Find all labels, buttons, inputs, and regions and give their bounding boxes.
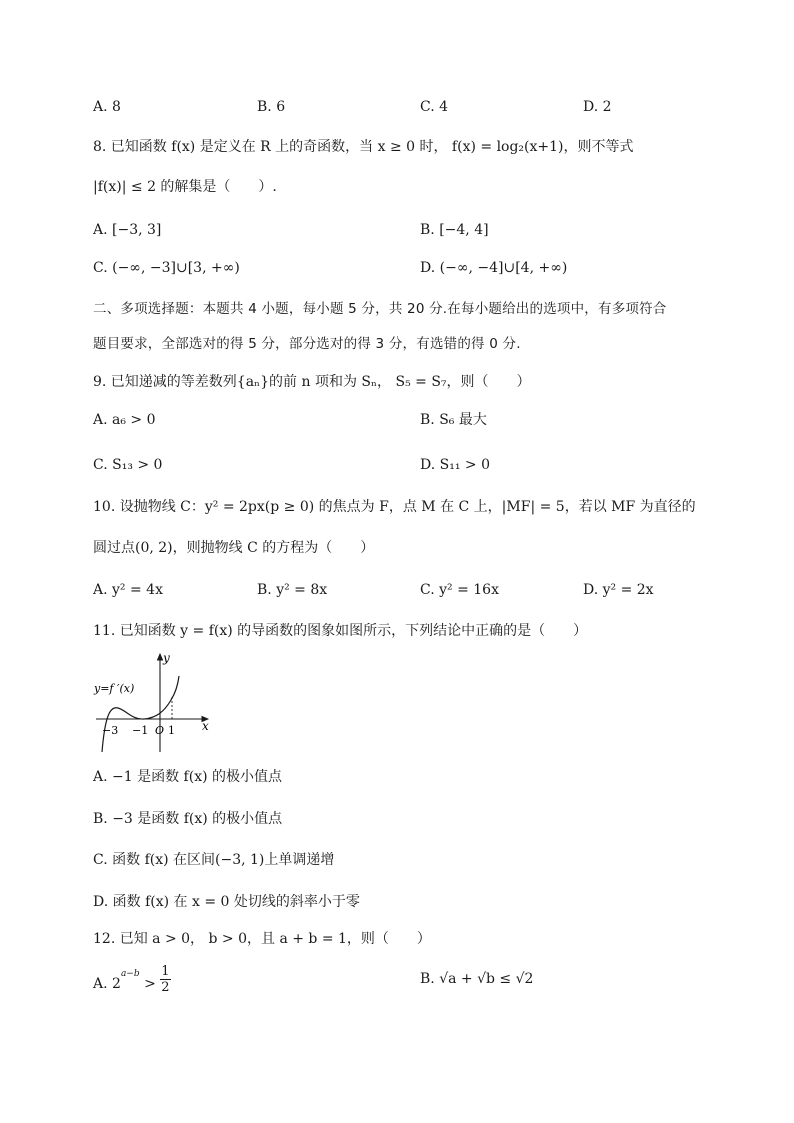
q9-stem: 9. 已知递减的等差数列{aₙ}的前 n 项和为 Sₙ， S₅ = S₇，则（ ） bbox=[93, 374, 531, 390]
q10-option-d: D. y² = 2x bbox=[583, 582, 654, 598]
q8-option-c: C. (−∞, −3]∪[3, +∞) bbox=[93, 260, 240, 276]
q10-option-a: A. y² = 4x bbox=[93, 582, 163, 598]
q12-option-a-prefix: A. bbox=[93, 975, 113, 992]
q8-option-d: D. (−∞, −4]∪[4, +∞) bbox=[420, 260, 568, 276]
q11-option-c: C. 函数 f(x) 在区间(−3, 1)上单调递增 bbox=[93, 852, 335, 868]
q12-option-a-fraction bbox=[160, 964, 170, 995]
q7-option-d: D. 2 bbox=[583, 99, 612, 115]
q11-option-b: B. −3 是函数 f(x) 的极小值点 bbox=[93, 811, 283, 827]
q11-option-d: D. 函数 f(x) 在 x = 0 处切线的斜率小于零 bbox=[93, 894, 360, 910]
q12-option-a bbox=[93, 962, 171, 993]
q10-option-c: C. y² = 16x bbox=[420, 582, 499, 598]
section2-line2: 题目要求，全部选对的得 5 分，部分选对的得 3 分，有选错的得 0 分. bbox=[93, 336, 521, 352]
q10-option-b: B. y² = 8x bbox=[257, 582, 328, 598]
y-axis-label: y bbox=[163, 651, 170, 665]
q12-option-a-base: 2 bbox=[112, 975, 121, 992]
tick-label-neg3: −3 bbox=[102, 724, 119, 737]
q9-option-c: C. S₁₃ > 0 bbox=[93, 457, 163, 473]
q10-stem-line2: 圆过点(0, 2)，则抛物线 C 的方程为（ ） bbox=[93, 540, 375, 556]
q7-option-c: C. 4 bbox=[420, 99, 449, 115]
x-axis-label: x bbox=[202, 719, 209, 733]
q8-option-a: A. [−3, 3] bbox=[93, 222, 162, 238]
q9-option-d: D. S₁₁ > 0 bbox=[420, 457, 490, 473]
q10-stem-line1: 10. 设抛物线 C：y² = 2px(p ≥ 0) 的焦点为 F，点 M 在 C 上，|MF| = 5，若以 MF 为直径的 bbox=[93, 499, 696, 515]
q12-option-a-exponent: a−b bbox=[120, 968, 140, 979]
section2-line1: 二、多项选择题：本题共 4 小题，每小题 5 分，共 20 分.在每小题给出的选项中，有多项符合 bbox=[93, 301, 667, 317]
q8-option-b: B. [−4, 4] bbox=[420, 222, 489, 238]
fraction-numerator: 1 bbox=[161, 964, 170, 979]
tick-label-neg1: −1 bbox=[132, 724, 149, 737]
q8-stem-line2: |f(x)| ≤ 2 的解集是（ ）. bbox=[93, 179, 277, 195]
q7-option-a: A. 8 bbox=[93, 99, 121, 115]
q11-option-a: A. −1 是函数 f(x) 的极小值点 bbox=[93, 769, 282, 785]
q9-option-b: B. S₆ 最大 bbox=[420, 412, 487, 428]
q12-option-b: B. √a + √b ≤ √2 bbox=[420, 971, 534, 987]
curve-label: y=f ′(x) bbox=[94, 682, 135, 695]
origin-label: O bbox=[155, 724, 165, 737]
q9-option-a: A. a₆ > 0 bbox=[93, 412, 156, 428]
q12-stem: 12. 已知 a > 0， b > 0，且 a + b = 1，则（ ） bbox=[93, 931, 431, 947]
q12-option-a-gt: > bbox=[144, 975, 161, 992]
q11-derivative-graph bbox=[92, 648, 217, 758]
q8-stem-line1: 8. 已知函数 f(x) 是定义在 R 上的奇函数，当 x ≥ 0 时， f(x) = log₂(x+1)，则不等式 bbox=[93, 139, 634, 155]
q7-option-b: B. 6 bbox=[257, 99, 286, 115]
fraction-denominator: 2 bbox=[161, 980, 170, 995]
tick-label-1: 1 bbox=[168, 724, 175, 737]
q11-stem: 11. 已知函数 y = f(x) 的导函数的图象如图所示，下列结论中正确的是（ ） bbox=[93, 623, 588, 639]
